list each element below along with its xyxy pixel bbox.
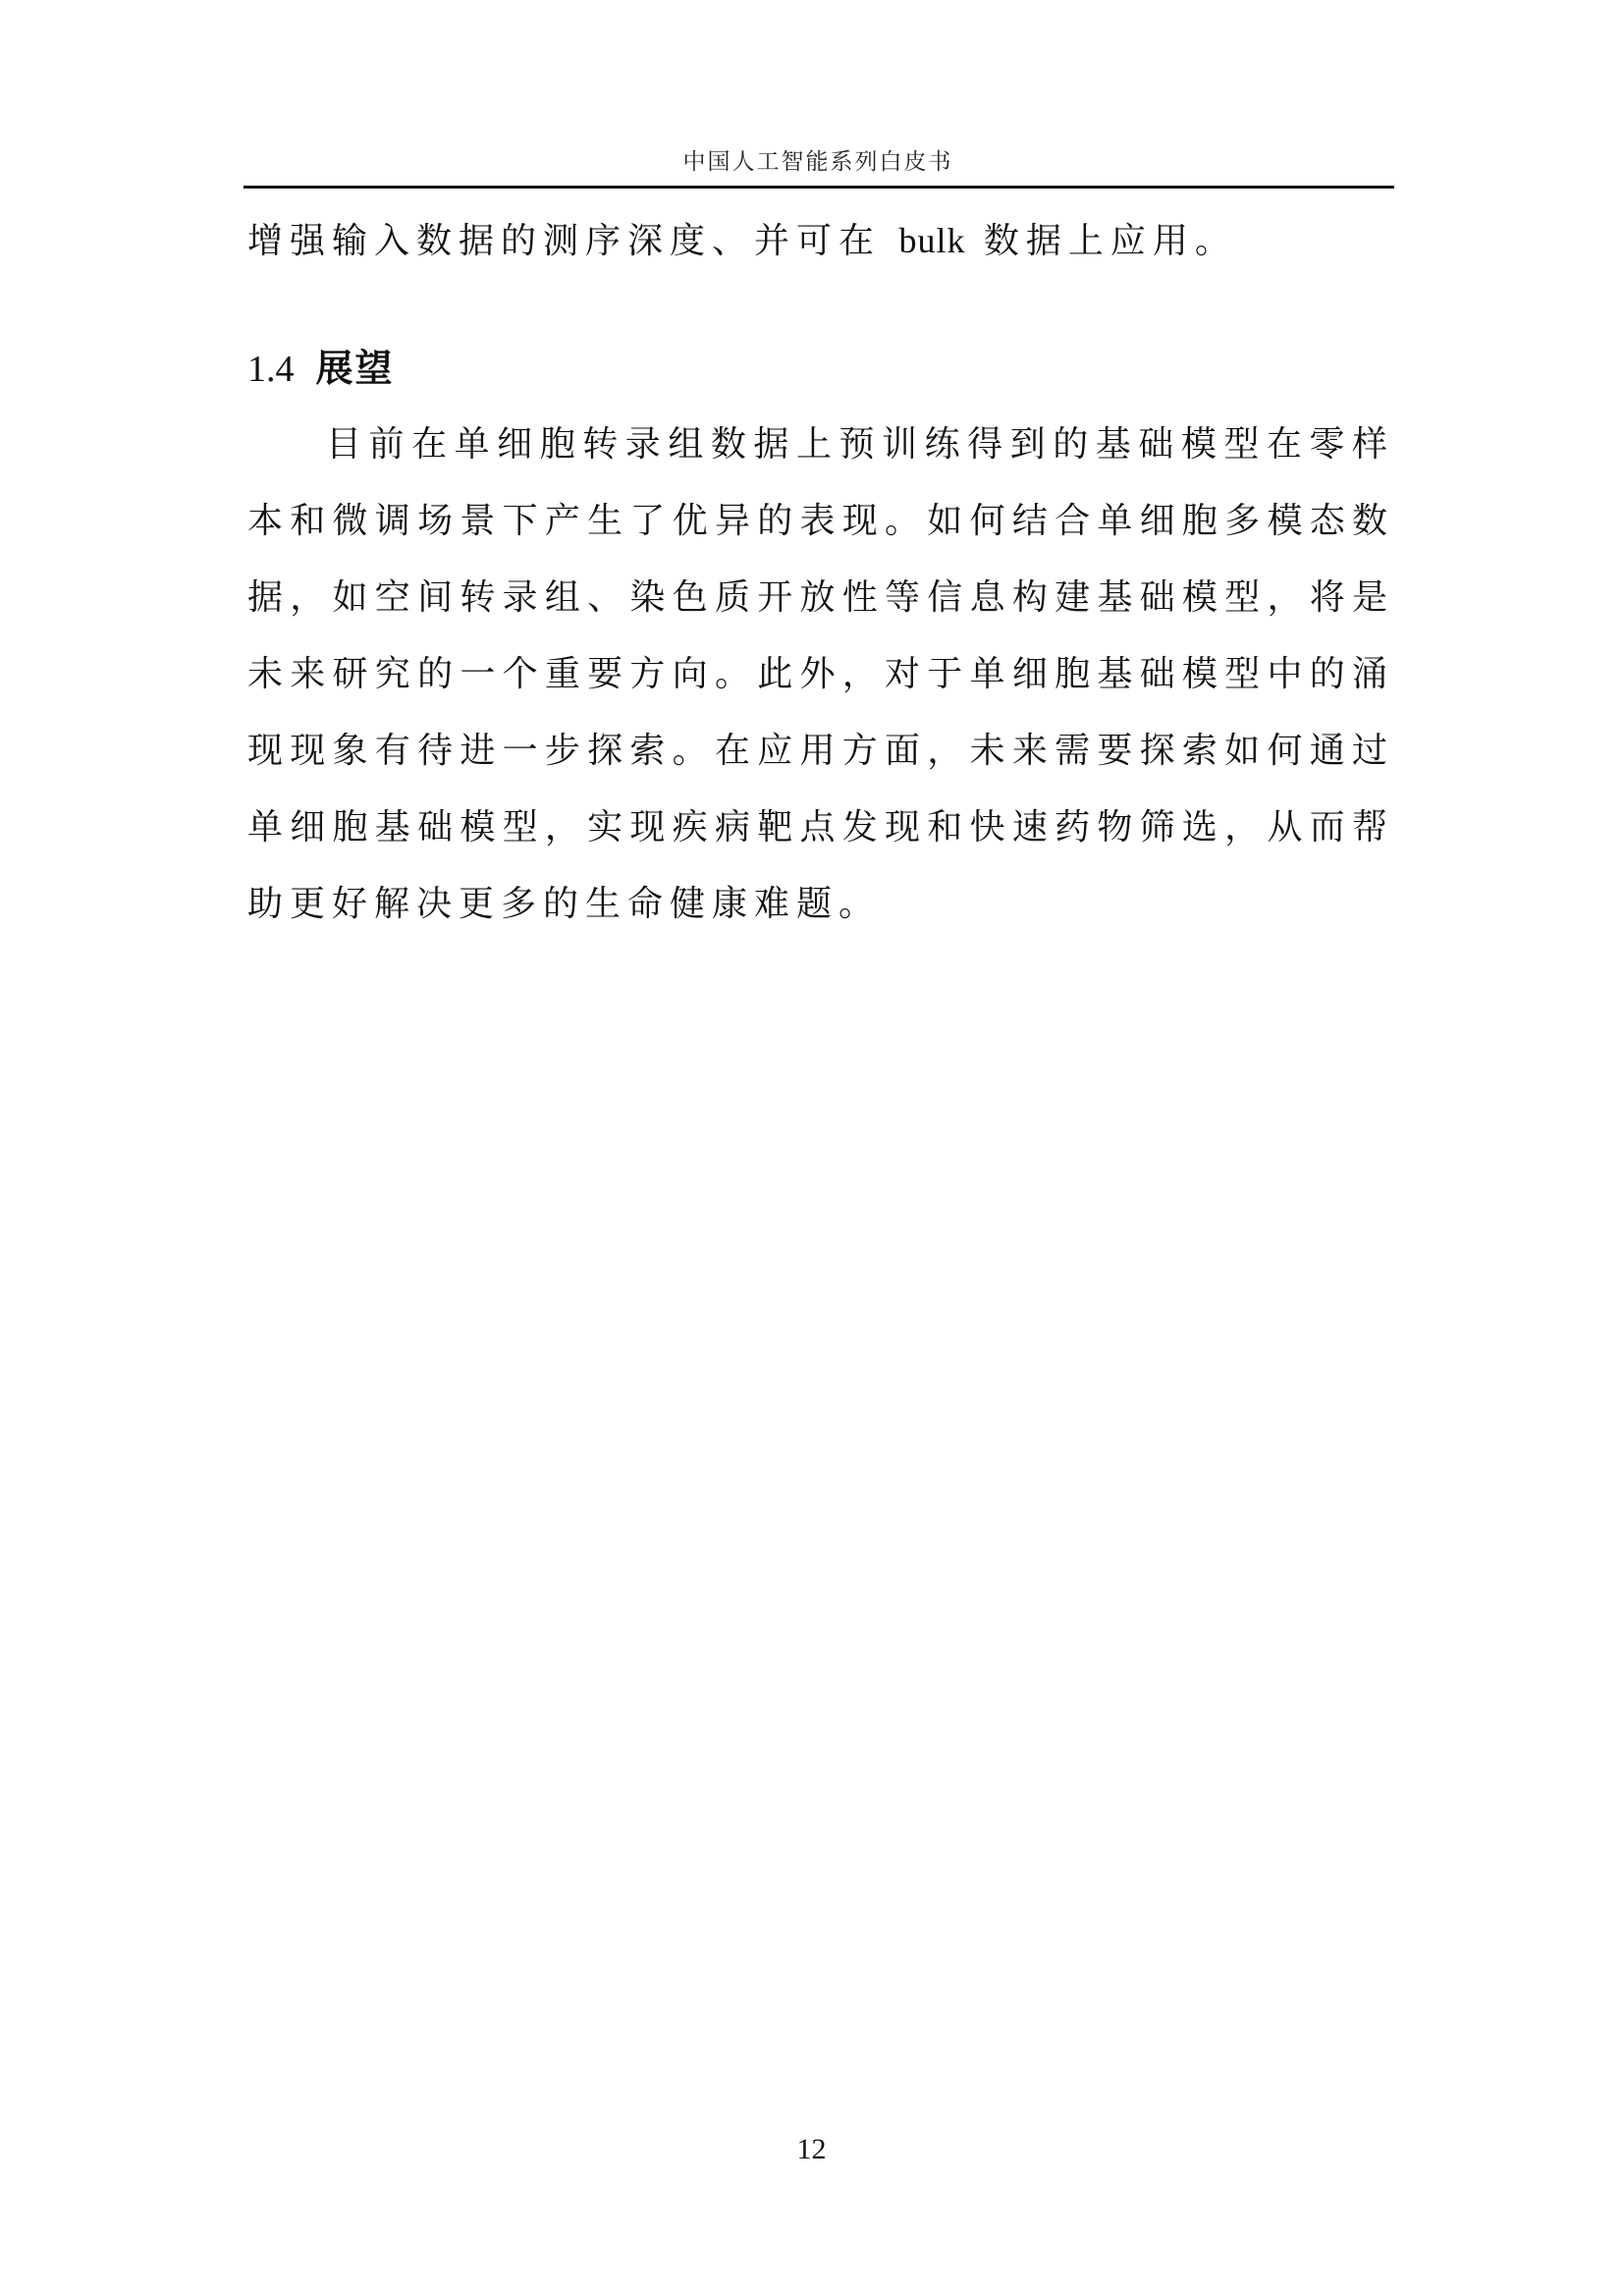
section-title: 展望 <box>315 347 395 390</box>
continuation-line <box>247 202 1394 280</box>
running-header: 中国人工智能系列白皮书 <box>682 149 953 175</box>
header-divider <box>243 186 1394 189</box>
continuation-text-after: 数据上应用。 <box>965 221 1237 261</box>
continuation-text-before: 增强输入数据的测序深度、并可在 <box>247 221 899 261</box>
continuation-latin-word: bulk <box>898 221 966 260</box>
section-heading <box>247 344 395 394</box>
section-paragraph: 目前在单细胞转录组数据上预训练得到的基础模型在零样本和微调场景下产生了优异的表现。如何结合单细胞多模态数据，如空间转录组、染色质开放性等信息构建基础模型，将是未来研究的一个重要方向。此外，对于单细胞基础模型中的涌现现象有待进一步探索。在应用方面，未来需要探索如何通过单细胞基础模型，实现疾病靶点发现和快速药物筛选，从而帮助更好解决更多的生命健康难题。 <box>247 424 1394 924</box>
page-number: 12 <box>796 2133 827 2165</box>
section-number: 1.4 <box>247 349 295 390</box>
